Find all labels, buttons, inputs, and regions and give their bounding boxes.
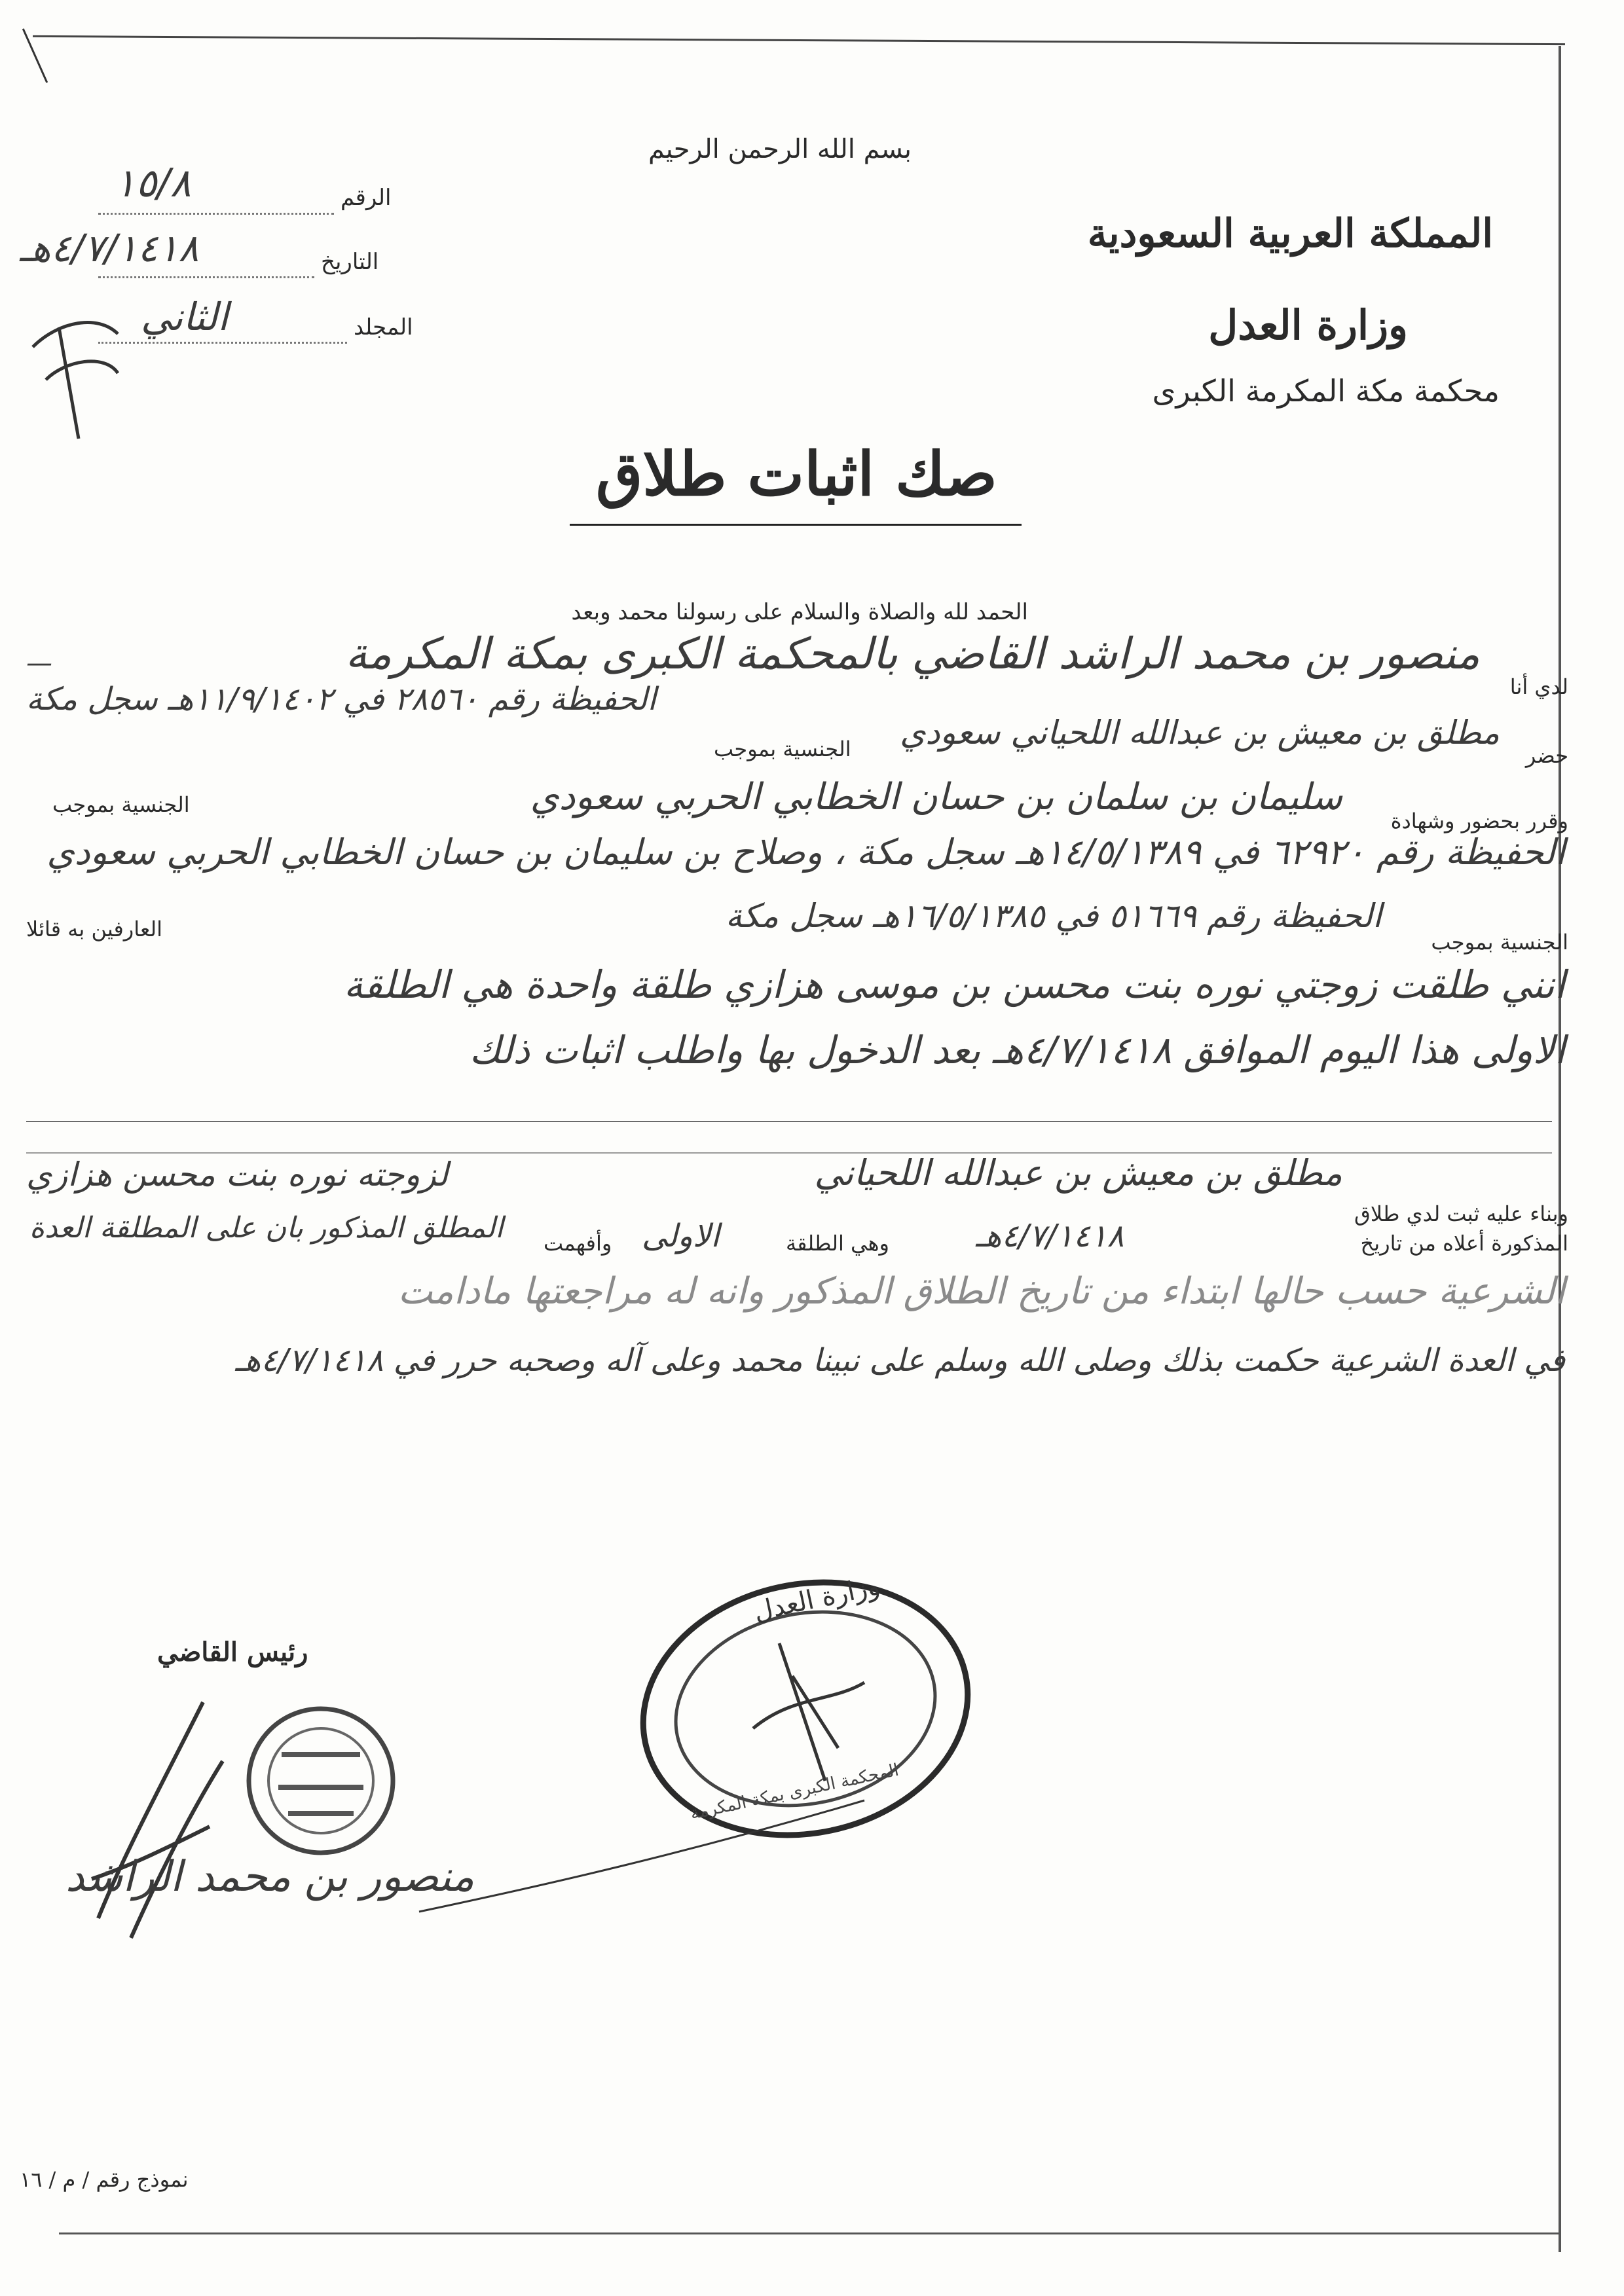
document-page: بسم الله الرحمن الرحيم المملكة العربية السعودية وزارة العدل محكمة مكة المكرمة الكبرى الرقم ١٥/٨ التاريخ ٤/٧/١٤١٨هـ المجلد الثاني صك اثبات طلاق الحمد لله والصلاة والسلام على رسولنا محمد وبعد لدي أنا منصور بن محمد الراشد القاضي بالمحكمة الكبرى بمكة المكرمة — حضر مطلق بن معيش بن عبدالله اللحياني سعودي الجنسية بموجب الحفيظة رقم ٢٨٥٦٠ في ١١/٩/١٤٠٢هـ سجل مكة وقرر بحضور وشهادة سليمان بن سلمان بن حسان الخطابي الحربي سعودي الجنسية بموجب الحفيظة رقم ٦٢٩٢٠ في ١٤/٥/١٣٨٩هـ سجل مكة ، وصلاح بن سليمان بن حسان الخطابي الحربي سعودي الجنسية بموجب الحفيظة رقم ٥١٦٦٩ في ١٦/٥/١٣٨٥هـ سجل مكة العارفين به قائلا انني طلقت زوجتي نوره بنت محسن بن موسى هزازي طلقة واحدة هي الطلقة الاولى هذا اليوم الموافق ٤/٧/١٤١٨هـ بعد الدخول بها واطلب اثبات ذلك وبناء عليه ثبت لدي طلاق مطلق بن معيش بن عبدالله اللحياني لزوجته نوره بنت محسن هزازي المذكورة أعلاه من تاريخ ٤/٧/١٤١٨هـ وهي الطلقة الاولى وأفهمت المطلق المذكور بان على المطلقة العدة الشرعية حسب حالها ابتداء من تاريخ الطلاق المذكور وانه له مراجعتها مادامت في العدة الشرعية حكمت بذلك وصلى الله وسلم على نبينا محمد وعلى آله وصحبه حرر في ٤/٧/١٤١٨هـ رئيس القاضي منصور بن محمد الراشد وزارة العدل المحكمة الكبرى بمكة المكرمة نموذج رقم / م / ١٦ [0,0,1624,2296]
line4-handwritten: الحفيظة رقم ٦٢٩٢٠ في ١٤/٥/١٣٨٩هـ سجل مكة ، وصلاح بن سليمان بن حسان الخطابي الحربي سعودي [46,831,1565,873]
ruling1-printed: وبناء عليه ثبت لدي طلاق [1354,1201,1568,1226]
line5-handwritten: الحفيظة رقم ٥١٦٦٩ في ١٦/٥/١٣٨٥هـ سجل مكة [725,897,1382,935]
signature-stroke [413,1794,871,1938]
line6-handwritten: انني طلقت زوجتي نوره بنت محسن بن موسى هزازي طلقة واحدة هي الطلقة [343,962,1565,1007]
header-date-value: ٤/٧/١٤١٨هـ [20,226,199,270]
ruling1-handwritten: مطلق بن معيش بن عبدالله اللحياني [814,1152,1342,1194]
header-number-label: الرقم [341,185,392,211]
ruling2-printed2: وهي الطلقة [786,1231,889,1256]
basmala: بسم الله الرحمن الرحيم [648,134,912,164]
line1-handwritten: منصور بن محمد الراشد القاضي بالمحكمة الكبرى بمكة المكرمة [345,629,1480,679]
header-ministry: وزارة العدل [1208,301,1408,349]
header-number-value: ١٥/٨ [115,160,191,206]
ruling1-handwritten2: لزوجته نوره بنت محسن هزازي [26,1156,449,1194]
judge-signature [52,1683,458,1964]
line7-handwritten: الاولى هذا اليوم الموافق ٤/٧/١٤١٨هـ بعد الدخول بها واطلب اثبات ذلك [469,1028,1565,1072]
ruling4-handwritten: في العدة الشرعية حكمت بذلك وصلى الله وسلم على نبينا محمد وعلى آله وصحبه حرر في ٤/٧/١٤١٨هـ [235,1342,1565,1379]
line3-printed: وقرر بحضور وشهادة [1390,809,1568,833]
header-kingdom: المملكة العربية السعودية [1087,211,1493,257]
judge-name: منصور بن محمد الراشد [65,1853,475,1901]
line2-printed2: الجنسية بموجب [714,737,851,761]
ruling2-handwritten2: الاولى [642,1218,720,1254]
line2-handwritten: مطلق بن معيش بن عبدالله اللحياني سعودي [900,714,1500,752]
ruling3-handwritten: الشرعية حسب حالها ابتداء من تاريخ الطلاق المذكور وانه له مراجعتها مادامت [397,1270,1565,1313]
scan-border-right [1559,46,1561,2252]
title-underline [570,524,1022,526]
scan-border-bottom [59,2232,1559,2234]
opening-line: الحمد لله والصلاة والسلام على رسولنا محمد وبعد [571,599,1028,625]
ruling2-handwritten: ٤/٧/١٤١٨هـ [976,1218,1124,1254]
fold-line [26,1121,1552,1122]
stamp-court: المحكمة الكبرى بمكة المكرمة [688,1760,901,1824]
document-title: صك اثبات طلاق [596,439,997,509]
line3-printed2: الجنسية بموجب [52,792,190,817]
header-volume-value: الثاني [141,295,229,339]
ruling2-printed: المذكورة أعلاه من تاريخ [1360,1231,1568,1256]
header-volume-label: المجلد [354,314,413,340]
header-court: محكمة مكة المكرمة الكبرى [1152,373,1500,409]
footer-form-number: نموذج رقم / م / ١٦ [20,2167,189,2192]
line2-handwritten2: الحفيظة رقم ٢٨٥٦٠ في ١١/٩/١٤٠٢هـ سجل مكة [26,681,656,718]
line3-handwritten: سليمان بن سلمان بن حسان الخطابي الحربي سعودي [530,776,1342,818]
scan-border-top [33,35,1565,45]
ruling2-printed3: وأفهمت [544,1231,612,1256]
judge-label: رئيس القاضي [157,1637,308,1667]
line5-printed: الجنسية بموجب [1431,930,1568,955]
margin-scribble [20,308,131,452]
ruling2-handwritten3: المطلق المذكور بان على المطلقة العدة [29,1211,504,1245]
header-date-label: التاريخ [321,249,379,275]
line2-printed: حضر [1525,743,1568,768]
line5-printed2: العارفين به قائلا [26,917,163,941]
line1-printed: لدي أنا [1509,674,1568,699]
stamp-ministry: وزارة العدل [750,1571,883,1628]
